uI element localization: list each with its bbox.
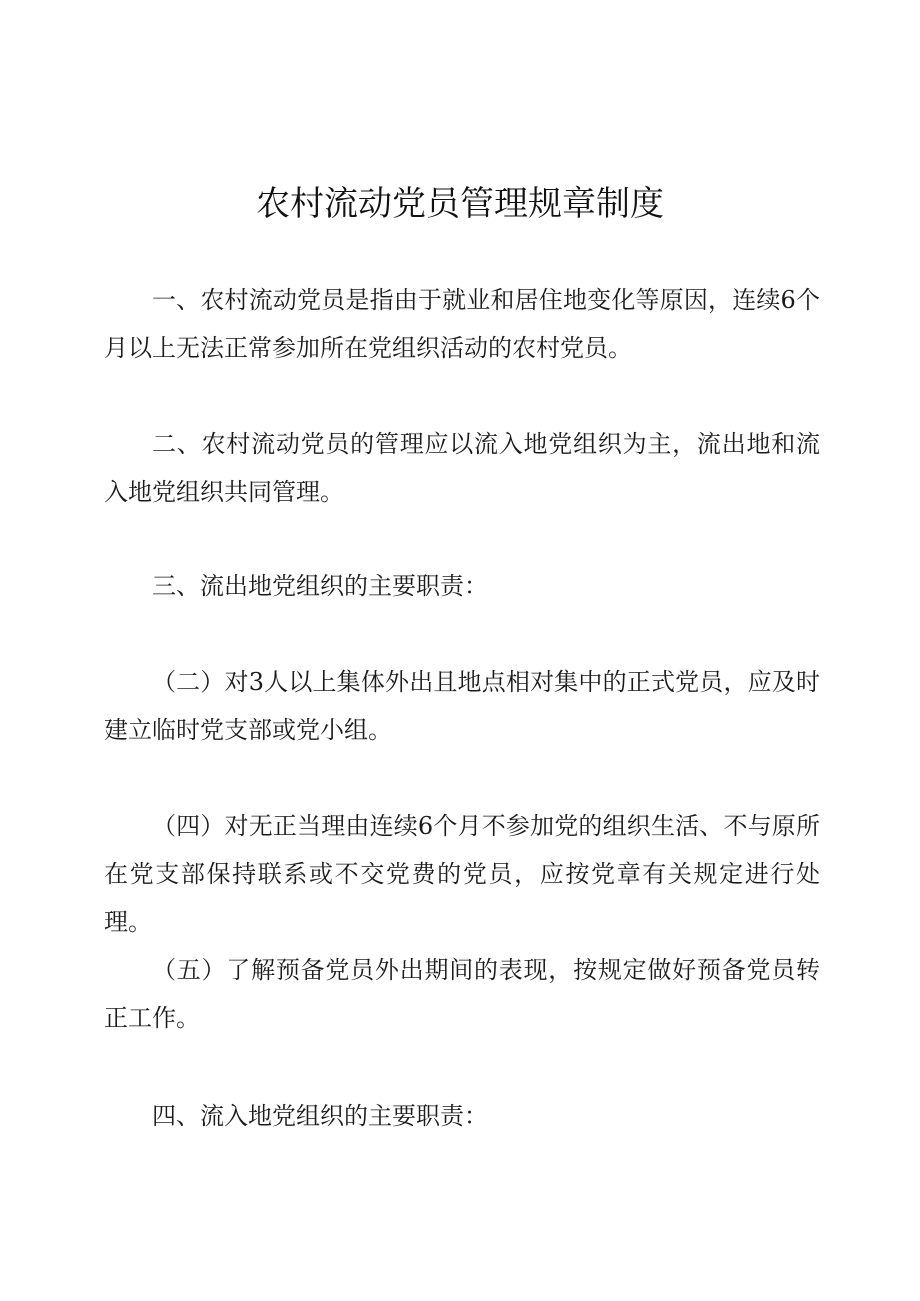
paragraph-4: （二）对3人以上集体外出且地点相对集中的正式党员，应及时建立临时党支部或党小组。 [104,668,820,744]
paragraph-2: 二、农村流动党员的管理应以流入地党组织为主，流出地和流入地党组织共同管理。 [104,430,820,506]
paragraph-6: （五）了解预备党员外出期间的表现，按规定做好预备党员转正工作。 [104,956,820,1032]
paragraph-1: 一、农村流动党员是指由于就业和居住地变化等原因，连续6个月以上无法正常参加所在党组织活动的农村党员。 [104,286,820,362]
document-title: 农村流动党员管理规章制度 [256,184,664,224]
paragraph-7: 四、流入地党组织的主要职责： [152,1102,488,1130]
paragraph-3: 三、流出地党组织的主要职责： [152,572,488,600]
paragraph-5: （四）对无正当理由连续6个月不参加党的组织生活、不与原所在党支部保持联系或不交党费的党员，应按党章有关规定进行处理。 [104,812,820,936]
